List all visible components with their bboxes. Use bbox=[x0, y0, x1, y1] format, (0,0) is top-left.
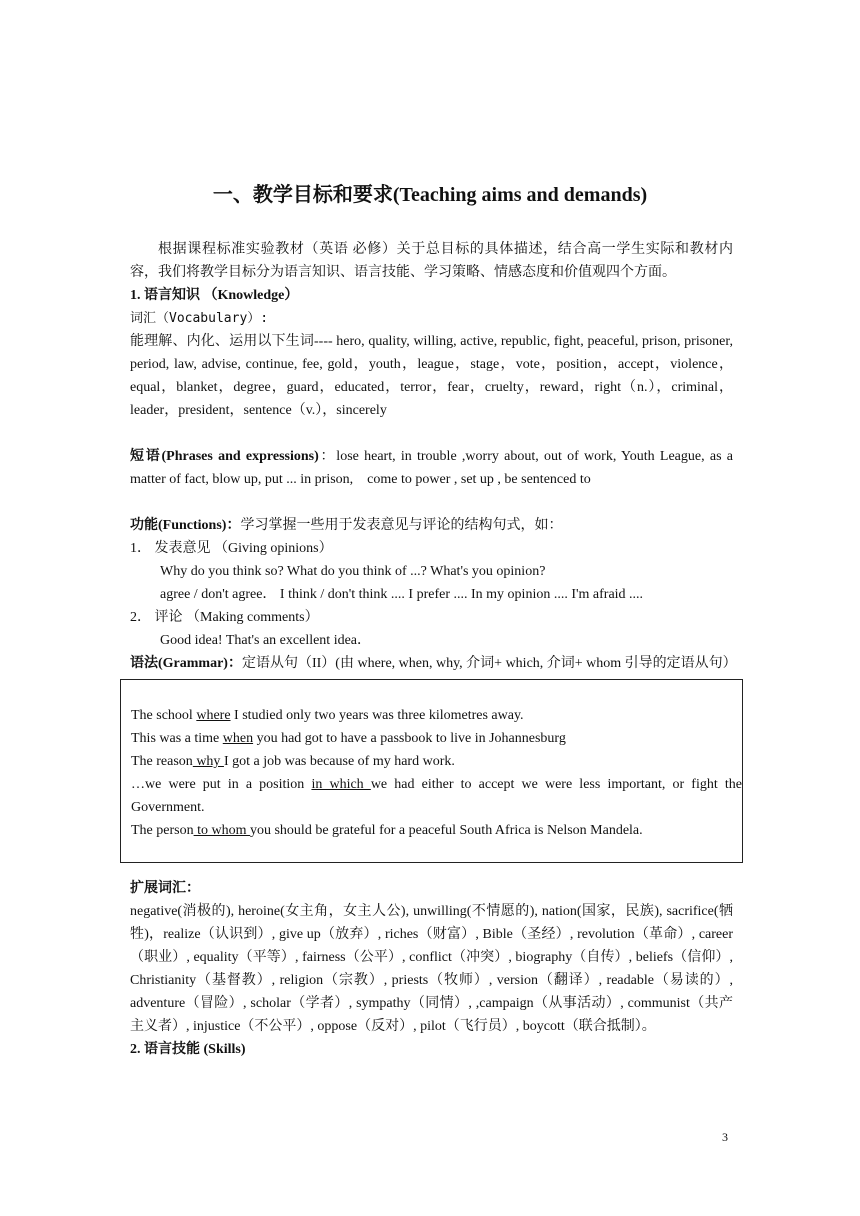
example-sentence: …we were put in a position in which we had either to accept we were less important, or fight the Government. bbox=[131, 777, 742, 815]
phrases-text: ：lose heart, in trouble ,worry about, out of work, Youth League, as a matter of fact, blow up, put ... in prison, come to power , set up , be sentenced to bbox=[130, 449, 733, 487]
func1-line2: agree / don't agree． I think / don't think .... I prefer .... In my opinion .... I'm afraid .... bbox=[160, 587, 644, 602]
func2-line1: Good idea! That's an excellent idea． bbox=[160, 633, 372, 648]
skills-heading: 2. 语言技能 (Skills) bbox=[130, 1042, 246, 1057]
page-number: 3 bbox=[722, 1130, 728, 1144]
functions-text: 学习掌握一些用于发表意见与评论的结构句式，如： bbox=[240, 518, 563, 533]
vocabulary-list: 能理解、内化、运用以下生词---- hero, quality, willing, active, republic, fight, peaceful, prison, prisoner, period, law, advise, continue, fee, gold，youth，league，stage，vote，position，accept，violence，equal，blanket，degree，guard，educated，terror，fear，cruelty，reward，right（n.），criminal，leader，president，sentence（v.），sincerely bbox=[130, 334, 733, 418]
func2-heading: 2． 评论 （Making comments） bbox=[130, 610, 319, 625]
phrases-label: 短语(Phrases and expressions) bbox=[130, 449, 319, 464]
relative-word: where bbox=[196, 708, 231, 723]
grammar-paragraph bbox=[130, 652, 737, 675]
knowledge-heading: 1. 语言知识 （Knowledge） bbox=[130, 288, 299, 303]
relative-word: when bbox=[222, 731, 254, 746]
relative-word: why bbox=[192, 754, 224, 769]
phrases-paragraph bbox=[130, 445, 733, 491]
example-sentence: The school where I studied only two years was three kilometres away. bbox=[131, 708, 524, 723]
extended-vocab-heading: 扩展词汇： bbox=[130, 881, 200, 896]
document-body bbox=[130, 238, 742, 1061]
vocabulary-heading: 词汇（Vocabulary）: bbox=[130, 311, 269, 326]
func1-line1: Why do you think so? What do you think of ...? What's you opinion? bbox=[160, 564, 546, 579]
grammar-text: 定语从句（II）(由 where, when, why, 介词+ which, 介词+ whom 引导的定语从句） bbox=[241, 656, 737, 671]
func1-heading: 1． 发表意见 （Giving opinions） bbox=[130, 541, 333, 556]
functions-paragraph bbox=[130, 514, 733, 537]
example-sentences-box bbox=[120, 679, 743, 863]
example-sentence: This was a time when you had got to have a passbook to live in Johannesburg bbox=[131, 731, 566, 746]
example-sentence: The person to whom you should be grateful for a peaceful South Africa is Nelson Mandela. bbox=[131, 823, 643, 838]
extended-vocab-list: negative(消极的), heroine(女主角，女主人公), unwilling(不情愿的), nation(国家，民族), sacrifice(牺牲)，realize（认识到）, give up（放弃）, riches（财富）, Bible（圣经）, revolution（革命）, career（职业）, equality（平等）, fairness（公平）, conflict（冲突）, biography（自传）, beliefs（信仰）, Christianity（基督教）, religion（宗教）, priests（牧师）, version（翻译）, readable（易读的）, adventure（冒险）, scholar（学者）, sympathy（同情）, ,campaign（从事活动）, communist（共产主义者）, injustice（不公平）, oppose（反对）, pilot（飞行员）, boycott（联合抵制）。 bbox=[130, 904, 733, 1034]
functions-label: 功能(Functions)： bbox=[130, 518, 241, 533]
example-sentence: The reason why I got a job was because of my hard work. bbox=[131, 754, 455, 769]
relative-word: to whom bbox=[193, 823, 250, 838]
intro-paragraph: 根据课程标准实验教材（英语 必修）关于总目标的具体描述，结合高一学生实际和教材内容，我们将教学目标分为语言知识、语言技能、学习策略、情感态度和价值观四个方面。 bbox=[130, 242, 733, 280]
page-title: 一、教学目标和要求(Teaching aims and demands) bbox=[212, 184, 648, 206]
relative-word: in which bbox=[311, 777, 371, 792]
grammar-label: 语法(Grammar)： bbox=[130, 656, 242, 671]
